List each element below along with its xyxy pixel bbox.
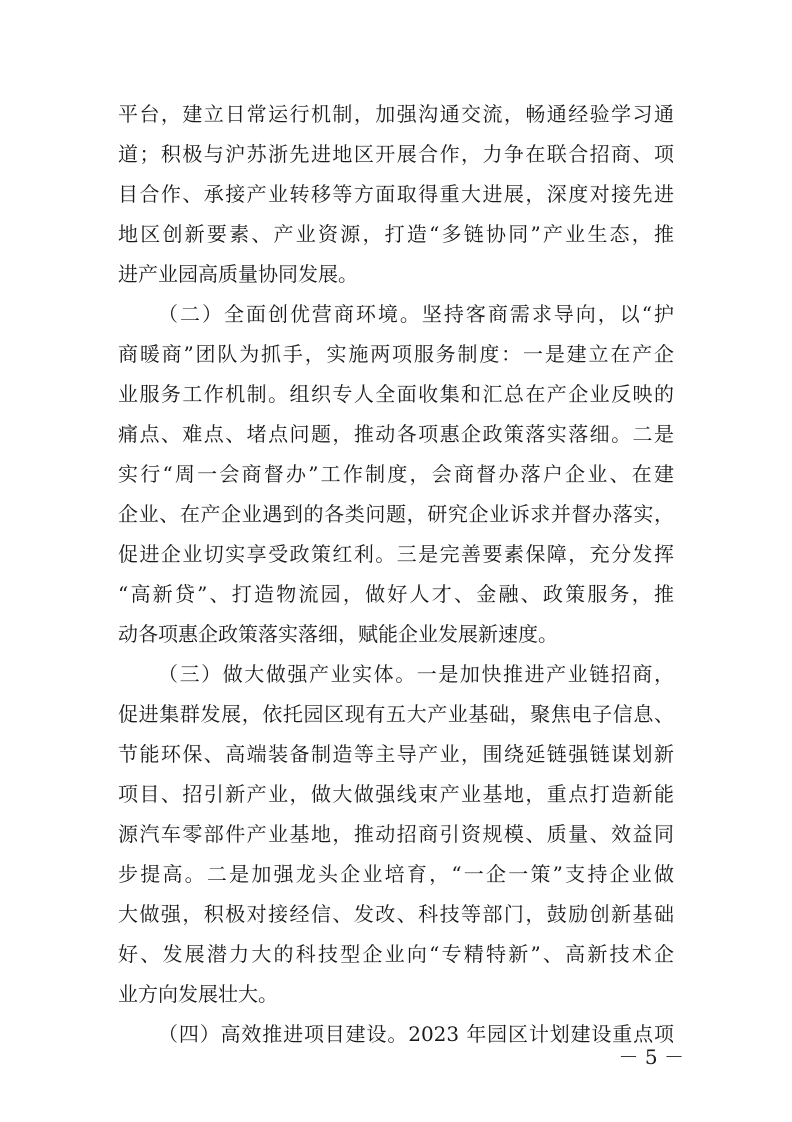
text-line: 痛点、难点、堵点问题，推动各项惠企政策落实落细。二是 <box>118 422 674 446</box>
text-line: 实行“周一会商督办”工作制度，会商督办落户企业、在建 <box>118 462 674 486</box>
text-line: 业方向发展壮大。 <box>118 982 278 1006</box>
text-line: 源汽车零部件产业基地，推动招商引资规模、质量、效益同 <box>118 822 674 846</box>
text-line: 好、发展潜力大的科技型企业向“专精特新”、高新技术企 <box>118 942 674 966</box>
text-line: 道；积极与沪苏浙先进地区开展合作，力争在联合招商、项 <box>118 142 674 166</box>
text-line: 业服务工作机制。组织专人全面收集和汇总在产企业反映的 <box>118 382 674 406</box>
section-heading-line: （四）高效推进项目建设。2023 年园区计划建设重点项 <box>158 1022 674 1046</box>
text-line: 步提高。二是加强龙头企业培育，“一企一策”支持企业做 <box>118 862 674 886</box>
text-line: 进产业园高质量协同发展。 <box>118 262 358 286</box>
page-number: － 5 － <box>618 1045 684 1069</box>
section-heading-line: （二）全面创优营商环境。坚持客商需求导向，以“护 <box>158 302 674 326</box>
text-line: 节能环保、高端装备制造等主导产业，围绕延链强链谋划新 <box>118 742 674 766</box>
text-line: 平台，建立日常运行机制，加强沟通交流，畅通经验学习通 <box>118 102 674 126</box>
text-line: “高新贷”、打造物流园，做好人才、金融、政策服务，推 <box>118 582 674 606</box>
text-line: 商暖商”团队为抓手，实施两项服务制度：一是建立在产企 <box>118 342 674 366</box>
text-line: 促进集群发展，依托园区现有五大产业基础，聚焦电子信息、 <box>118 702 674 726</box>
text-line: 目合作、承接产业转移等方面取得重大进展，深度对接先进 <box>118 182 674 206</box>
text-line: 企业、在产企业遇到的各类问题，研究企业诉求并督办落实， <box>118 502 674 526</box>
text-line: 地区创新要素、产业资源，打造“多链协同”产业生态，推 <box>118 222 674 246</box>
text-line: 项目、招引新产业，做大做强线束产业基地，重点打造新能 <box>118 782 674 806</box>
text-line: 大做强，积极对接经信、发改、科技等部门，鼓励创新基础 <box>118 902 674 926</box>
text-line: 动各项惠企政策落实落细，赋能企业发展新速度。 <box>118 622 558 646</box>
section-heading-line: （三）做大做强产业实体。一是加快推进产业链招商， <box>158 662 674 686</box>
text-line: 促进企业切实享受政策红利。三是完善要素保障，充分发挥 <box>118 542 674 566</box>
